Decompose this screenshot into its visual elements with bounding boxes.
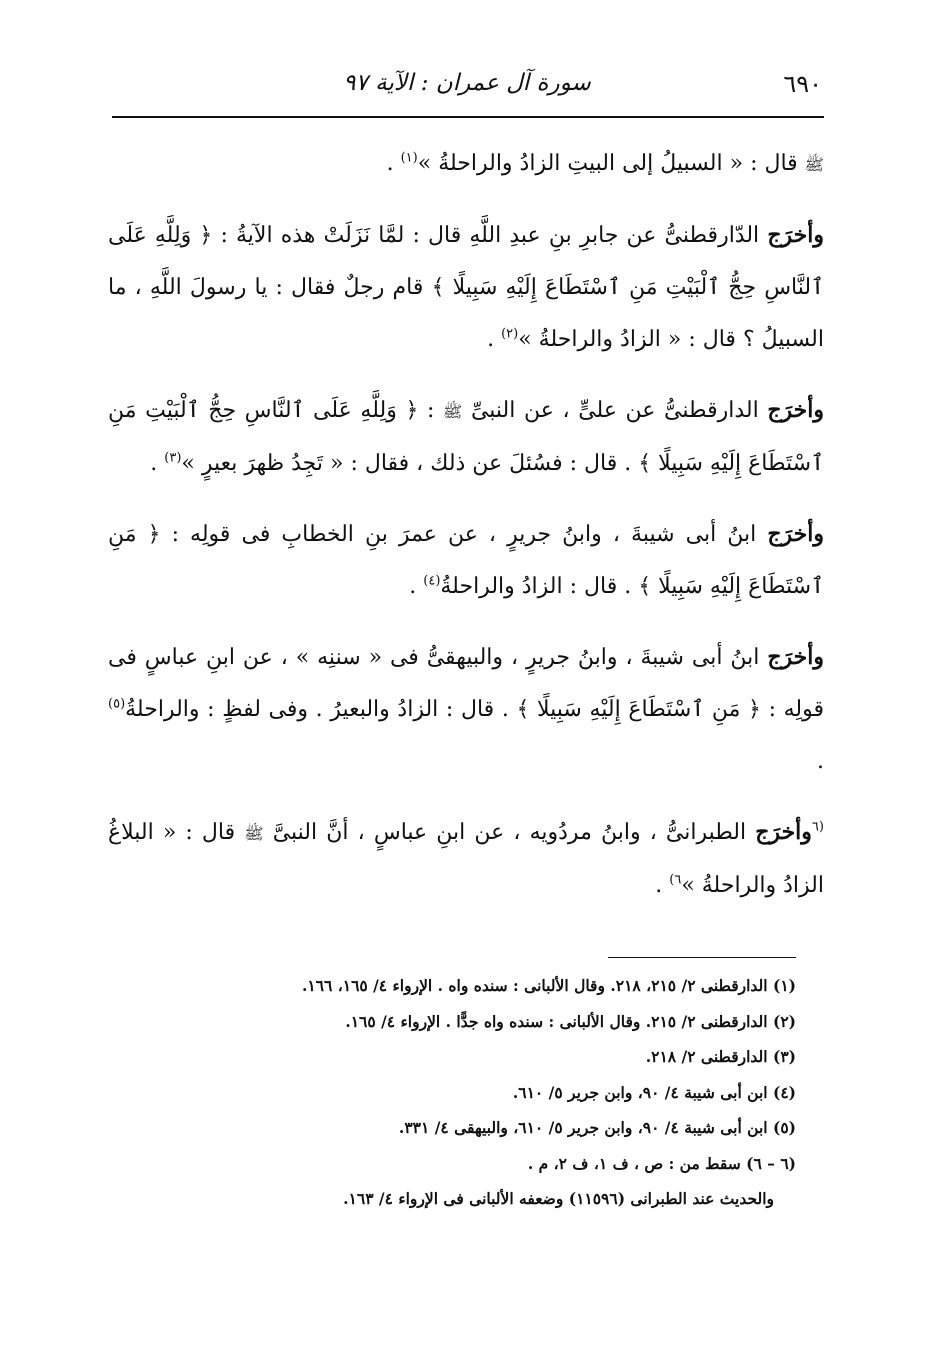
paragraph-end: . [150, 451, 165, 476]
paragraph-end: . [817, 749, 824, 774]
paragraph-text: الطبرانىُّ ، وابنُ مردُويه ، عن ابنِ عباسٍ ، أنَّ النبىَّ [263, 820, 756, 845]
lead-word: وأخرَج [767, 222, 824, 248]
lead-word: وأخرَج [767, 644, 824, 670]
paragraph-3 [108, 508, 824, 613]
paragraph-text: ابنُ أبى شيبةَ ، وابنُ جريرٍ ، عن عمرَ بنِ الخطابِ فى قولِه : [160, 522, 768, 547]
main-text [108, 138, 824, 930]
paragraph-text: . قال : الزادُ والبعيرُ . وفى لفظٍ : والراحلةُ [125, 697, 517, 722]
footnote-ref: (٣) [164, 450, 182, 466]
paragraph-4 [108, 631, 824, 788]
paragraph-end: . [487, 327, 502, 352]
paragraph-text: الدارقطنىُّ عن علىٍّ ، عن النبىِّ [462, 398, 768, 423]
paragraph-text: . قال : فسُئلَ عن ذلك ، فقال : « تَجِدُ ظهرَ بعيرٍ » [181, 451, 639, 476]
footnote-6: (٦ – ٦) سقط من : ص ، ف ١، ف ٢، م . [527, 1153, 796, 1173]
footnote-ref-open: (٦ [811, 819, 824, 835]
page-number: ٦٩٠ [783, 70, 822, 98]
quran-quote: ﴿ مَنِ ٱسْتَطَاعَ إِلَيْهِ سَبِيلًا ﴾ [108, 522, 824, 599]
paragraph-5 [108, 806, 824, 912]
salla-symbol: ﷺ [244, 824, 264, 843]
footnote-6-continuation: والحديث عند الطبرانى (١١٥٩٦) وضعفه الألبانى فى الإرواء ٤/ ١٦٣. [343, 1189, 774, 1208]
footnote-1: (١) الدارقطنى ٢/ ٢١٥، ٢١٨. وقال الألبانى : سنده واه . الإرواء ٤/ ١٦٥، ١٦٦. [301, 976, 796, 995]
paragraph-0 [108, 138, 824, 191]
footnote-ref: (٥) [108, 696, 126, 712]
footnote-4: (٤) ابن أبى شيبة ٤/ ٩٠، وابن جرير ٥/ ٦١٠. [512, 1082, 796, 1102]
page-header [112, 62, 822, 112]
salla-symbol: ﷺ [443, 402, 463, 421]
paragraph-1 [108, 209, 824, 366]
footnote-ref: (١) [400, 150, 418, 166]
paragraph-end: . [386, 151, 401, 176]
paragraph-text: الدّارقطنىُّ عن جابرِ بنِ عبدِ اللَّهِ قال : لمَّا نَزَلَتْ هذه الآيةُ : [212, 223, 768, 248]
lead-word: وأخرَج [755, 819, 812, 845]
paragraph-text: قال : « السبيلُ إلى البيتِ الزادُ والراحلةُ » [417, 151, 805, 176]
footnotes [180, 968, 796, 1217]
footnote-3: (٣) الدارقطنى ٢/ ٢١٨. [645, 1047, 796, 1066]
footnote-ref: (٢) [501, 326, 519, 342]
footnote-2: (٢) الدارقطنى ٢/ ٢١٥. وقال الألبانى : سنده واه جدًّا . الإرواء ٤/ ١٦٥. [345, 1011, 796, 1031]
paragraph-text: قال : « البلاغُ الزادُ والراحلةُ » [108, 820, 824, 898]
paragraph-2 [108, 384, 824, 490]
paragraph-text: : [418, 398, 443, 423]
footnote-rule [608, 957, 796, 958]
paragraph-text: ابنُ أبى شيبةَ ، وابنُ جريرٍ ، والبيهقىُّ فى « سننِه » ، عن ابنِ عباسٍ فى قولِه : [108, 645, 824, 722]
quran-quote: ﴿ مَنِ ٱسْتَطَاعَ إِلَيْهِ سَبِيلًا ﴾ [516, 697, 761, 722]
running-title: سورة آل عمران : الآية ٩٧ [343, 70, 591, 96]
header-rule [112, 116, 824, 118]
footnote-ref: (٤) [423, 573, 441, 589]
paragraph-end: . [409, 574, 424, 599]
paragraph-text: قام رجلٌ فقال : يا رسولَ اللَّهِ ، ما السبيلُ ؟ قال : « الزادُ والراحلةُ » [108, 275, 824, 352]
salla-symbol: ﷺ [804, 155, 824, 174]
quran-quote: ﴿ وَلِلَّهِ عَلَى ٱلنَّاسِ حِجُّ ٱلْبَيْتِ مَنِ ٱسْتَطَاعَ إِلَيْهِ سَبِيلًا ﴾ [108, 398, 824, 476]
paragraph-end: . [655, 873, 670, 898]
lead-word: وأخرَج [767, 397, 824, 423]
lead-word: وأخرَج [767, 521, 824, 547]
paragraph-text: . قال : الزادُ والراحلةُ [440, 574, 639, 599]
quran-quote: ﴿ وَلِلَّهِ عَلَى ٱلنَّاسِ حِجُّ ٱلْبَيْتِ مَنِ ٱسْتَطَاعَ إِلَيْهِ سَبِيلًا ﴾ [108, 223, 824, 300]
footnote-5: (٥) ابن أبى شيبة ٤/ ٩٠، وابن جرير ٥/ ٦١٠، والبيهقى ٤/ ٣٣١. [398, 1118, 796, 1137]
footnote-ref: ٦) [669, 872, 682, 888]
